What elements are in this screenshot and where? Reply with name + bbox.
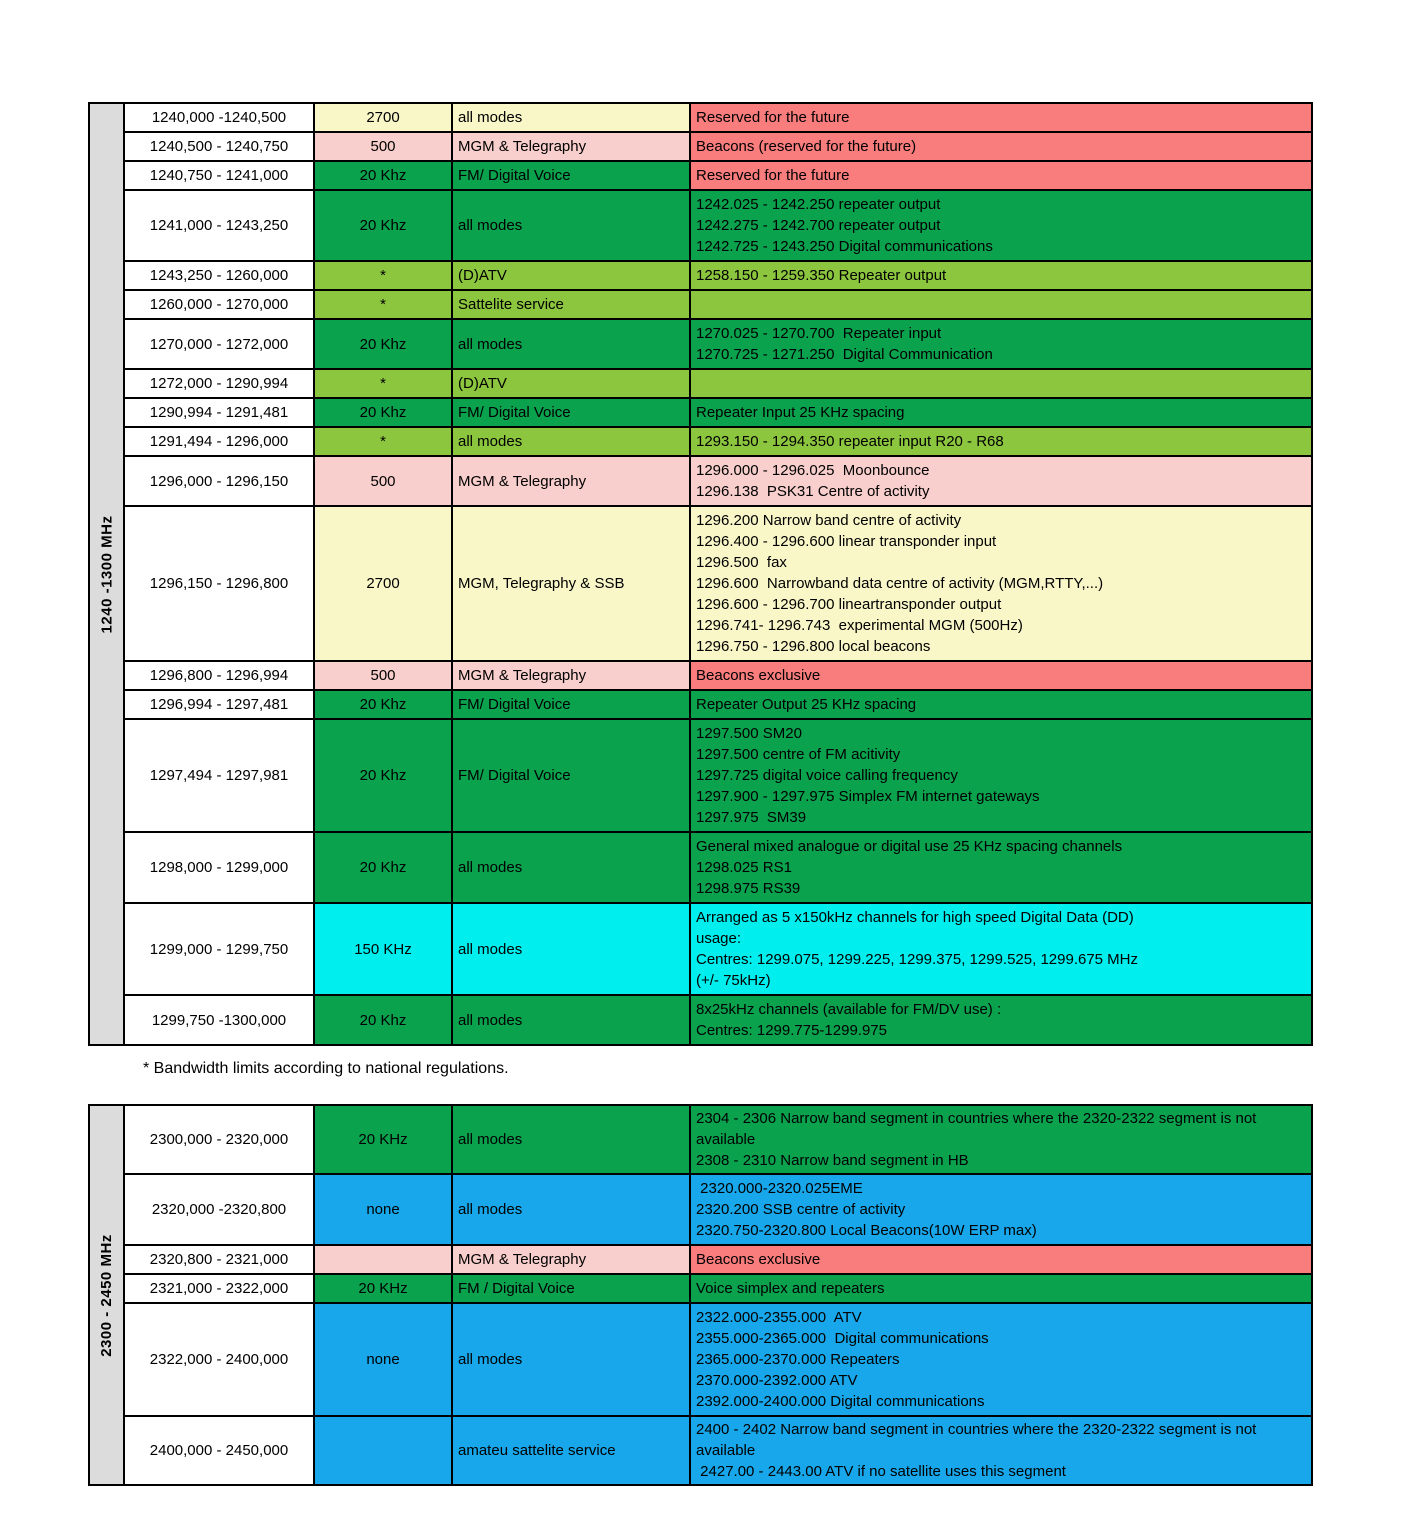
frequency-range-cell: 1296,800 - 1296,994 bbox=[125, 662, 315, 689]
usage-line: 1297.500 SM20 bbox=[696, 725, 802, 742]
usage-line: 2427.00 - 2443.00 ATV if no satellite uses this segment bbox=[696, 1463, 1066, 1480]
table-row bbox=[125, 1275, 1311, 1304]
usage-line: General mixed analogue or digital use 25 KHz spacing channels bbox=[696, 838, 1123, 855]
frequency-range-cell: 2320,800 - 2321,000 bbox=[125, 1246, 315, 1273]
bandplan-page bbox=[88, 102, 1313, 1486]
table-row bbox=[125, 1417, 1311, 1484]
usage-line: Reserved for the future bbox=[696, 109, 850, 126]
table-row bbox=[125, 457, 1311, 507]
usage-cell bbox=[691, 833, 1311, 902]
frequency-range-cell: 1296,150 - 1296,800 bbox=[125, 507, 315, 660]
bandplan-table-1240-1300 bbox=[88, 102, 1313, 1046]
usage-cell bbox=[691, 904, 1311, 994]
usage-cell bbox=[691, 1106, 1311, 1173]
usage-cell bbox=[691, 457, 1311, 505]
table-row bbox=[125, 291, 1311, 320]
bandwidth-cell: none bbox=[315, 1304, 453, 1415]
usage-cell bbox=[691, 720, 1311, 831]
table-row bbox=[125, 507, 1311, 662]
band-rows bbox=[125, 104, 1311, 1044]
usage-line: 2322.000-2355.000 ATV bbox=[696, 1309, 862, 1326]
bandwidth-cell: 500 bbox=[315, 662, 453, 689]
bandwidth-cell: * bbox=[315, 428, 453, 455]
frequency-range-cell: 2321,000 - 2322,000 bbox=[125, 1275, 315, 1302]
band-side-label-strip bbox=[90, 104, 125, 1044]
usage-line: Beacons (reserved for the future) bbox=[696, 138, 917, 155]
usage-line: 1297.500 centre of FM acitivity bbox=[696, 746, 901, 763]
usage-line: 2320.750-2320.800 Local Beacons(10W ERP max) bbox=[696, 1222, 1037, 1239]
bandwidth-cell: 20 Khz bbox=[315, 691, 453, 718]
mode-cell: (D)ATV bbox=[453, 370, 691, 397]
usage-cell bbox=[691, 1275, 1311, 1302]
table-row bbox=[125, 662, 1311, 691]
usage-line: 1258.150 - 1259.350 Repeater output bbox=[696, 267, 947, 284]
table-row bbox=[125, 428, 1311, 457]
table-row bbox=[125, 1175, 1311, 1246]
usage-cell bbox=[691, 662, 1311, 689]
table-row bbox=[125, 162, 1311, 191]
frequency-range-cell: 1241,000 - 1243,250 bbox=[125, 191, 315, 260]
usage-cell bbox=[691, 262, 1311, 289]
frequency-range-cell: 1296,994 - 1297,481 bbox=[125, 691, 315, 718]
usage-line: 2392.000-2400.000 Digital communications bbox=[696, 1393, 985, 1410]
mode-cell: FM/ Digital Voice bbox=[453, 720, 691, 831]
usage-cell bbox=[691, 291, 1311, 318]
table-row bbox=[125, 691, 1311, 720]
bandwidth-cell: none bbox=[315, 1175, 453, 1244]
mode-cell: all modes bbox=[453, 904, 691, 994]
table-row bbox=[125, 133, 1311, 162]
mode-cell: all modes bbox=[453, 191, 691, 260]
mode-cell: MGM & Telegraphy bbox=[453, 1246, 691, 1273]
usage-line: 2355.000-2365.000 Digital communications bbox=[696, 1330, 989, 1347]
bandwidth-cell: 20 Khz bbox=[315, 320, 453, 368]
usage-line: usage: bbox=[696, 930, 742, 947]
frequency-range-cell: 2322,000 - 2400,000 bbox=[125, 1304, 315, 1415]
usage-line: 1296.400 - 1296.600 linear transponder input bbox=[696, 533, 997, 550]
frequency-range-cell: 1260,000 - 1270,000 bbox=[125, 291, 315, 318]
bandwidth-cell: * bbox=[315, 262, 453, 289]
usage-line: Beacons exclusive bbox=[696, 667, 821, 684]
usage-cell bbox=[691, 191, 1311, 260]
usage-line: 1296.741- 1296.743 experimental MGM (500Hz) bbox=[696, 617, 1023, 634]
usage-line: 1296.138 PSK31 Centre of activity bbox=[696, 483, 930, 500]
mode-cell: all modes bbox=[453, 1304, 691, 1415]
mode-cell: all modes bbox=[453, 833, 691, 902]
bandwidth-footnote: * Bandwidth limits according to national regulations. bbox=[143, 1060, 509, 1077]
table-row bbox=[125, 370, 1311, 399]
usage-cell bbox=[691, 162, 1311, 189]
band-range-label: 2300 - 2450 MHz bbox=[98, 1233, 116, 1357]
usage-line: 1293.150 - 1294.350 repeater input R20 - R68 bbox=[696, 433, 1004, 450]
table-row bbox=[125, 833, 1311, 904]
usage-line: 1296.600 - 1296.700 lineartransponder output bbox=[696, 596, 1002, 613]
frequency-range-cell: 1240,000 -1240,500 bbox=[125, 104, 315, 131]
mode-cell: all modes bbox=[453, 320, 691, 368]
table-row bbox=[125, 1106, 1311, 1175]
usage-cell bbox=[691, 370, 1311, 397]
bandwidth-cell: 20 KHz bbox=[315, 1275, 453, 1302]
bandwidth-cell: 2700 bbox=[315, 507, 453, 660]
usage-line: Repeater Output 25 KHz spacing bbox=[696, 696, 917, 713]
table-row bbox=[125, 1246, 1311, 1275]
bandwidth-cell: 20 Khz bbox=[315, 191, 453, 260]
table-row bbox=[125, 720, 1311, 833]
usage-line: 1296.200 Narrow band centre of activity bbox=[696, 512, 962, 529]
usage-line: 2320.000-2320.025EME bbox=[696, 1180, 863, 1197]
frequency-range-cell: 1240,500 - 1240,750 bbox=[125, 133, 315, 160]
usage-line: 1297.900 - 1297.975 Simplex FM internet gateways bbox=[696, 788, 1040, 805]
usage-cell bbox=[691, 996, 1311, 1044]
frequency-range-cell: 1299,750 -1300,000 bbox=[125, 996, 315, 1044]
mode-cell: FM/ Digital Voice bbox=[453, 399, 691, 426]
usage-line: 2370.000-2392.000 ATV bbox=[696, 1372, 858, 1389]
usage-line: 2304 - 2306 Narrow band segment in countries where the 2320-2322 segment is not available bbox=[696, 1110, 1261, 1148]
mode-cell: amateu sattelite service bbox=[453, 1417, 691, 1484]
bandwidth-cell: 20 Khz bbox=[315, 720, 453, 831]
mode-cell: Sattelite service bbox=[453, 291, 691, 318]
bandwidth-cell: 150 KHz bbox=[315, 904, 453, 994]
band-rows bbox=[125, 1106, 1311, 1484]
frequency-range-cell: 2320,000 -2320,800 bbox=[125, 1175, 315, 1244]
usage-cell bbox=[691, 399, 1311, 426]
bandwidth-cell: 500 bbox=[315, 457, 453, 505]
usage-line: 1270.025 - 1270.700 Repeater input bbox=[696, 325, 942, 342]
bandwidth-cell bbox=[315, 1246, 453, 1273]
mode-cell: (D)ATV bbox=[453, 262, 691, 289]
usage-line: 1270.725 - 1271.250 Digital Communication bbox=[696, 346, 993, 363]
usage-line: Beacons exclusive bbox=[696, 1251, 821, 1268]
table-row bbox=[125, 262, 1311, 291]
band-side-label-strip bbox=[90, 1106, 125, 1484]
mode-cell: MGM & Telegraphy bbox=[453, 457, 691, 505]
table-row bbox=[125, 104, 1311, 133]
usage-line: Centres: 1299.775-1299.975 bbox=[696, 1022, 887, 1039]
frequency-range-cell: 1291,494 - 1296,000 bbox=[125, 428, 315, 455]
usage-line: 1297.975 SM39 bbox=[696, 809, 807, 826]
usage-cell bbox=[691, 1304, 1311, 1415]
bandwidth-cell: * bbox=[315, 291, 453, 318]
usage-line: Arranged as 5 x150kHz channels for high speed Digital Data (DD) bbox=[696, 909, 1134, 926]
usage-line: 1242.725 - 1243.250 Digital communications bbox=[696, 238, 993, 255]
usage-line: 2400 - 2402 Narrow band segment in countries where the 2320-2322 segment is not available bbox=[696, 1421, 1261, 1459]
usage-line: 8x25kHz channels (available for FM/DV use) : bbox=[696, 1001, 1002, 1018]
frequency-range-cell: 1272,000 - 1290,994 bbox=[125, 370, 315, 397]
usage-line: Centres: 1299.075, 1299.225, 1299.375, 1299.525, 1299.675 MHz bbox=[696, 951, 1139, 968]
usage-cell bbox=[691, 320, 1311, 368]
usage-line: 1297.725 digital voice calling frequency bbox=[696, 767, 958, 784]
table-row bbox=[125, 191, 1311, 262]
mode-cell: MGM & Telegraphy bbox=[453, 662, 691, 689]
bandplan-table-2300-2450 bbox=[88, 1104, 1313, 1486]
frequency-range-cell: 1297,494 - 1297,981 bbox=[125, 720, 315, 831]
frequency-range-cell: 1296,000 - 1296,150 bbox=[125, 457, 315, 505]
mode-cell: all modes bbox=[453, 104, 691, 131]
table-row bbox=[125, 904, 1311, 996]
usage-line: 1242.275 - 1242.700 repeater output bbox=[696, 217, 941, 234]
frequency-range-cell: 2300,000 - 2320,000 bbox=[125, 1106, 315, 1173]
usage-cell bbox=[691, 691, 1311, 718]
usage-line: Voice simplex and repeaters bbox=[696, 1280, 885, 1297]
bandwidth-cell: 20 KHz bbox=[315, 1106, 453, 1173]
usage-line: 1296.000 - 1296.025 Moonbounce bbox=[696, 462, 930, 479]
usage-cell bbox=[691, 1417, 1311, 1484]
usage-line: 2320.200 SSB centre of activity bbox=[696, 1201, 906, 1218]
usage-line: Reserved for the future bbox=[696, 167, 850, 184]
usage-cell bbox=[691, 1175, 1311, 1244]
frequency-range-cell: 2400,000 - 2450,000 bbox=[125, 1417, 315, 1484]
mode-cell: FM / Digital Voice bbox=[453, 1275, 691, 1302]
frequency-range-cell: 1299,000 - 1299,750 bbox=[125, 904, 315, 994]
table-row bbox=[125, 1304, 1311, 1417]
bandwidth-cell: * bbox=[315, 370, 453, 397]
mode-cell: all modes bbox=[453, 996, 691, 1044]
bandwidth-cell bbox=[315, 1417, 453, 1484]
usage-cell bbox=[691, 1246, 1311, 1273]
frequency-range-cell: 1298,000 - 1299,000 bbox=[125, 833, 315, 902]
usage-line: 1296.600 Narrowband data centre of activity (MGM,RTTY,...) bbox=[696, 575, 1104, 592]
bandwidth-cell: 20 Khz bbox=[315, 996, 453, 1044]
frequency-range-cell: 1270,000 - 1272,000 bbox=[125, 320, 315, 368]
usage-line: 1298.025 RS1 bbox=[696, 859, 792, 876]
table-row bbox=[125, 320, 1311, 370]
frequency-range-cell: 1243,250 - 1260,000 bbox=[125, 262, 315, 289]
usage-cell bbox=[691, 104, 1311, 131]
bandwidth-cell: 500 bbox=[315, 133, 453, 160]
mode-cell: MGM & Telegraphy bbox=[453, 133, 691, 160]
frequency-range-cell: 1240,750 - 1241,000 bbox=[125, 162, 315, 189]
mode-cell: all modes bbox=[453, 1175, 691, 1244]
usage-line: 2365.000-2370.000 Repeaters bbox=[696, 1351, 900, 1368]
mode-cell: FM/ Digital Voice bbox=[453, 162, 691, 189]
usage-line: 1296.750 - 1296.800 local beacons bbox=[696, 638, 931, 655]
mode-cell: FM/ Digital Voice bbox=[453, 691, 691, 718]
usage-cell bbox=[691, 507, 1311, 660]
mode-cell: all modes bbox=[453, 1106, 691, 1173]
usage-cell bbox=[691, 428, 1311, 455]
usage-line: 1242.025 - 1242.250 repeater output bbox=[696, 196, 941, 213]
bandwidth-cell: 20 Khz bbox=[315, 399, 453, 426]
bandwidth-cell: 20 Khz bbox=[315, 833, 453, 902]
usage-line: 1298.975 RS39 bbox=[696, 880, 801, 897]
table-row bbox=[125, 399, 1311, 428]
frequency-range-cell: 1290,994 - 1291,481 bbox=[125, 399, 315, 426]
usage-line: 2308 - 2310 Narrow band segment in HB bbox=[696, 1152, 969, 1169]
usage-cell bbox=[691, 133, 1311, 160]
usage-line: Repeater Input 25 KHz spacing bbox=[696, 404, 905, 421]
bandwidth-cell: 20 Khz bbox=[315, 162, 453, 189]
usage-line: 1296.500 fax bbox=[696, 554, 787, 571]
band-range-label: 1240 -1300 MHz bbox=[98, 515, 115, 633]
usage-line: (+/- 75kHz) bbox=[696, 972, 771, 989]
mode-cell: MGM, Telegraphy & SSB bbox=[453, 507, 691, 660]
bandwidth-cell: 2700 bbox=[315, 104, 453, 131]
table-row bbox=[125, 996, 1311, 1044]
mode-cell: all modes bbox=[453, 428, 691, 455]
